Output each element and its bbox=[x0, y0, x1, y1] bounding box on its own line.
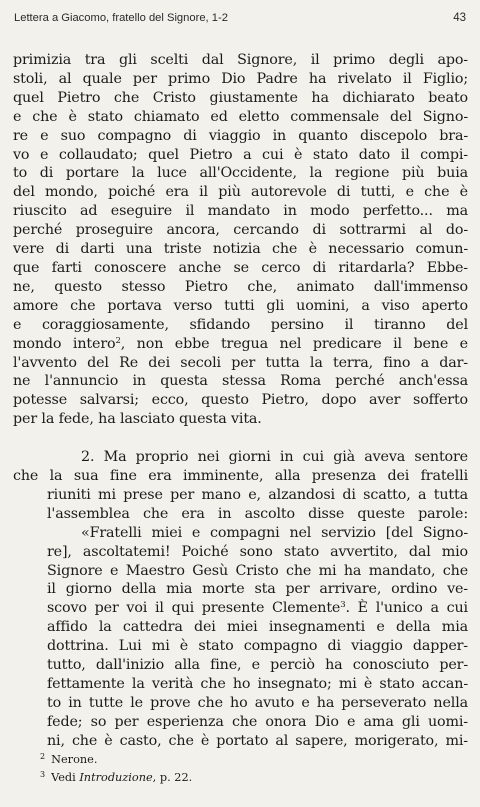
paragraph-3 bbox=[13, 524, 468, 751]
footnote-2 bbox=[40, 751, 460, 769]
text-line: ne, questo stesso Pietro che, animato dall'immenso bbox=[13, 278, 468, 295]
footnote-ref-3[interactable]: 3 bbox=[340, 600, 346, 611]
running-head bbox=[14, 12, 466, 28]
text-fragment: . È l'unico a cui bbox=[345, 600, 468, 617]
text-line: «Fratelli miei e compagni nel servizio [del Signo- bbox=[81, 524, 468, 541]
text-line: ni, che è casto, che è portato al sapere, morigerato, mi- bbox=[47, 732, 468, 749]
text-line: riuscito ad eseguire il mandato in modo perfetto... ma bbox=[13, 203, 468, 220]
footnote-text: , p. 22. bbox=[152, 770, 193, 784]
text-line: riuniti mi prese per mano e, alzandosi di scatto, a tutta bbox=[47, 486, 468, 503]
footnote-italic-text: Introduzione bbox=[79, 770, 153, 784]
text-fragment: , non ebbe tregua nel predicare il bene e bbox=[120, 335, 468, 352]
text-fragment: mondo intero bbox=[13, 335, 116, 352]
text-line: e che è stato chiamato ed eletto commensale del Signo- bbox=[13, 108, 468, 125]
paragraph-2 bbox=[13, 448, 468, 524]
text-line: vere di darti una triste notizia che è necessario comun- bbox=[13, 241, 468, 258]
text-line bbox=[13, 335, 468, 354]
text-line: il giorno della mia morte sta per arrivare, ordino ve- bbox=[47, 581, 468, 598]
footnotes bbox=[40, 751, 460, 786]
text-line: perché proseguire ancora, cercando di sottrarmi al do- bbox=[13, 222, 468, 239]
text-line: ne l'annuncio in questa stessa Roma perché anch'essa bbox=[13, 373, 468, 390]
footnote-3 bbox=[40, 769, 460, 787]
text-line: l'assemblea che era in ascolto disse queste parole: bbox=[47, 505, 468, 522]
text-line: re e suo compagno di viaggio in quanto discepolo bra- bbox=[13, 127, 468, 144]
footnote-number: 2 bbox=[40, 752, 46, 761]
text-line: fede; so per esperienza che onora Dio e ama gli uomi- bbox=[47, 713, 468, 730]
text-line: e coraggiosamente, sfidando persino il tiranno del bbox=[13, 316, 468, 333]
paragraph-1 bbox=[13, 51, 468, 429]
text-fragment: scovo per voi il qui presente Clemente bbox=[47, 600, 341, 617]
text-line: per la fede, ha lasciato questa vita. bbox=[13, 411, 262, 428]
text-line: to di portare la luce all'Occidente, la regione più buia bbox=[13, 165, 468, 182]
footnote-ref-2[interactable]: 2 bbox=[115, 335, 121, 346]
text-line: del mondo, poiché era il più autorevole di tutti, e che è bbox=[13, 184, 468, 201]
text-line: 2. Ma proprio nei giorni in cui già aveva sentore bbox=[81, 449, 468, 466]
text-line: che la sua fine era imminente, alla presenza dei fratelli bbox=[13, 468, 468, 485]
text-line: tutto, dall'inizio alla fine, e perciò ha conosciuto per- bbox=[47, 657, 468, 674]
text-line: quel Pietro che Cristo giustamente ha dichiarato beato bbox=[13, 89, 468, 106]
text-line: to in tutte le prove che ho avuto e ha perseverato nella bbox=[47, 694, 468, 711]
text-line: affido la cattedra dei miei insegnamenti e della mia bbox=[47, 619, 468, 636]
text-line: fettamente la verità che ho insegnato; mi è stato accan- bbox=[47, 676, 468, 692]
text-line: vo e collaudato; quel Pietro a cui è stato dato il compi- bbox=[13, 146, 468, 163]
text-line bbox=[13, 599, 468, 618]
running-title: Lettera a Giacomo, fratello del Signore, 1-2 bbox=[14, 12, 228, 24]
main-text bbox=[13, 51, 468, 751]
text-line: stoli, al quale per primo Dio Padre ha rivelato il Figlio; bbox=[13, 70, 468, 87]
page-number: 43 bbox=[453, 12, 466, 24]
text-line: re], ascoltatemi! Poiché sono stato avvertito, dal mio bbox=[47, 543, 468, 560]
text-line: dottrina. Lui mi è stato compagno di viaggio dapper- bbox=[47, 638, 468, 655]
footnote-text: Vedi bbox=[51, 770, 80, 784]
text-line: Signore e Maestro Gesù Cristo che mi ha mandato, che bbox=[47, 562, 468, 579]
text-line: amore che portava verso tutti gli uomini, a viso aperto bbox=[13, 297, 468, 314]
text-line: que farti conoscere anche se cerco di ritardarla? Ebbe- bbox=[13, 259, 468, 276]
footnote-number: 3 bbox=[40, 769, 46, 779]
text-line: primizia tra gli scelti dal Signore, il primo degli apo- bbox=[13, 52, 468, 68]
text-line: l'avvento del Re dei secoli per tutta la terra, fino a dar- bbox=[13, 354, 468, 371]
text-line: potesse salvarsi; ecco, questo Pietro, dopo aver sofferto bbox=[13, 392, 468, 409]
footnote-text: Nerone. bbox=[51, 753, 98, 766]
